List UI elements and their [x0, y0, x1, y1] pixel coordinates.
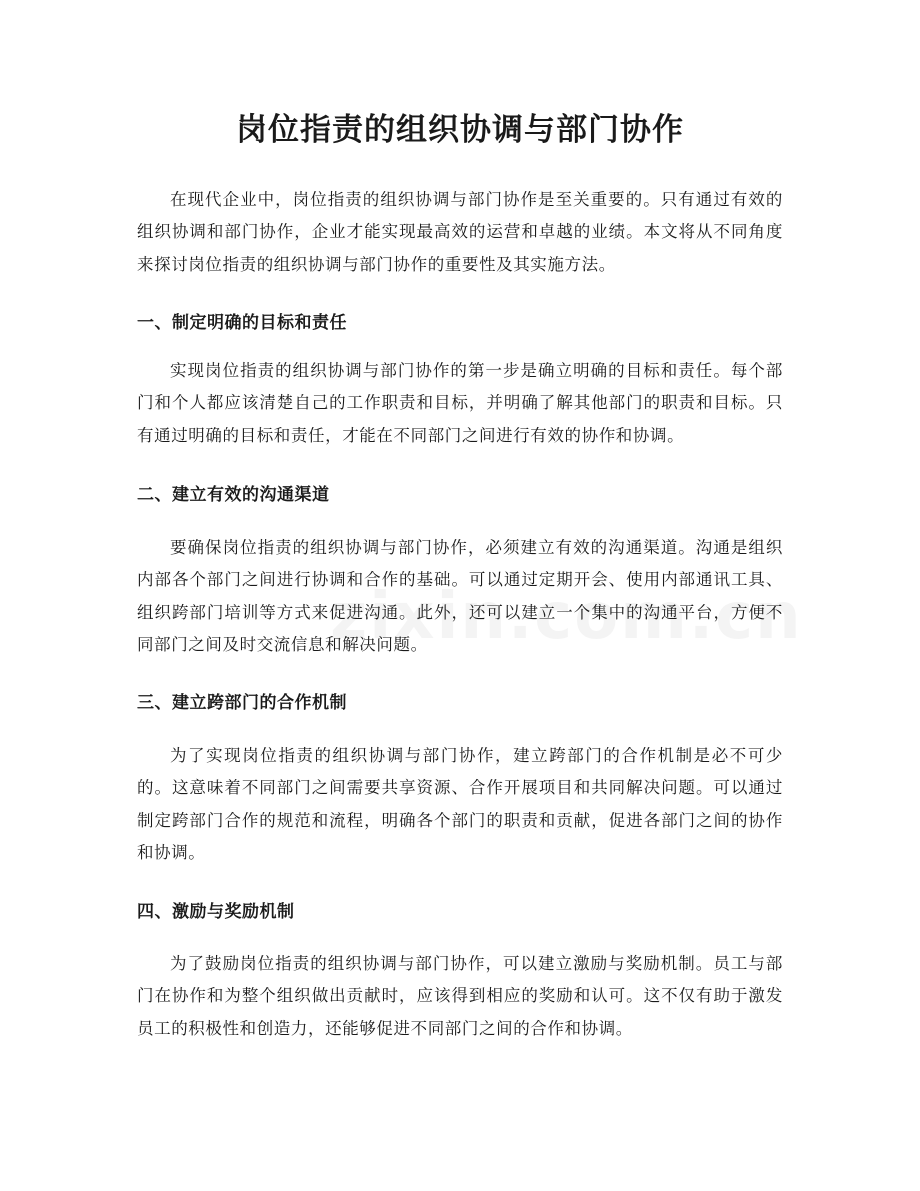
section-heading-2: 二、建立有效的沟通渠道 [137, 485, 330, 505]
section-heading-4: 四、激励与奖励机制 [137, 902, 295, 922]
section-body-2: 要确保岗位指责的组织协调与部门协作，必须建立有效的沟通渠道。沟通是组织内部各个部门之间进行协调和合作的基础。可以通过定期开会、使用内部通讯工具、组织跨部门培训等方式来促进沟通。此外，还可以建立一个集中的沟通平台，方便不同部门之间及时交流信息和解决问题。 [137, 538, 783, 654]
section-body-3: 为了实现岗位指责的组织协调与部门协作，建立跨部门的合作机制是必不可少的。这意味着不同部门之间需要共享资源、合作开展项目和共同解决问题。可以通过制定跨部门合作的规范和流程，明确各个部门的职责和贡献，促进各部门之间的协作和协调。 [137, 746, 783, 862]
document-title: 岗位指责的组织协调与部门协作 [236, 112, 684, 148]
section-body-4: 为了鼓励岗位指责的组织协调与部门协作，可以建立激励与奖励机制。员工与部门在协作和为整个组织做出贡献时，应该得到相应的奖励和认可。这不仅有助于激发员工的积极性和创造力，还能够促进不同部门之间的合作和协调。 [137, 954, 783, 1038]
section-heading-1: 一、制定明确的目标和责任 [137, 313, 347, 333]
section-heading-3: 三、建立跨部门的合作机制 [137, 693, 347, 713]
section-body-1: 实现岗位指责的组织协调与部门协作的第一步是确立明确的目标和责任。每个部门和个人都应该清楚自己的工作职责和目标，并明确了解其他部门的职责和目标。只有通过明确的目标和责任，才能在不同部门之间进行有效的协作和协调。 [137, 361, 783, 445]
intro-paragraph: 在现代企业中，岗位指责的组织协调与部门协作是至关重要的。只有通过有效的组织协调和部门协作，企业才能实现最高效的运营和卓越的业绩。本文将从不同角度来探讨岗位指责的组织协调与部门协作的重要性及其实施方法。 [137, 190, 783, 274]
